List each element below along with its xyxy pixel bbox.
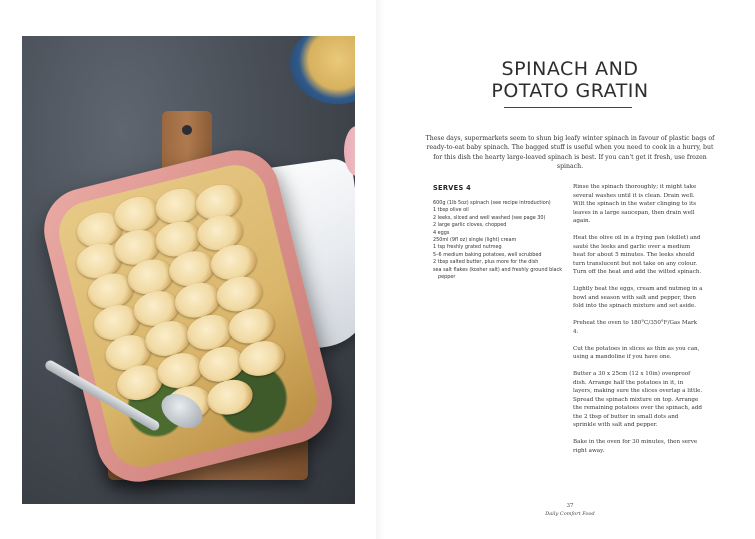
method-step: Rinse the spinach thoroughly; it might take several washes until it is clean. Drain well. Wilt the spinach in the water clinging to its leaves in a large saucepan, then drain well again. xyxy=(573,184,697,224)
serves-label: SERVES 4 xyxy=(433,184,471,192)
board-hole xyxy=(182,125,192,135)
recipe-title-line2: POTATO GRATIN xyxy=(491,80,649,102)
ingredient-item: 600g (1lb 5oz) spinach (see recipe introduction) xyxy=(433,200,551,206)
side-bowl xyxy=(290,36,355,104)
ingredient-item: 4 eggs xyxy=(433,229,450,236)
ingredient-item: 2 large garlic cloves, chopped xyxy=(433,222,507,229)
recipe-intro: These days, supermarkets seem to shun big leafy winter spinach in favour of plastic bags of ready-to-eat baby spinach. The bagged stuff is useful when you need to cook in a hurry, but for this dish the hearty large-leaved spinach is best. If you can't get it fresh, use frozen spinach. xyxy=(425,135,715,170)
ingredient-list xyxy=(433,200,563,281)
ingredient-item: 250ml (9fl oz) single (light) cream xyxy=(433,237,517,244)
gratin-photo xyxy=(22,36,355,504)
recipe-title xyxy=(470,58,670,102)
potato-slice xyxy=(203,375,256,419)
method-step: Lightly beat the eggs, cream and nutmeg in a bowl and season with salt and pepper, then fold into the spinach mixture and set aside. xyxy=(573,286,703,309)
ingredient-item: sea salt flakes (kosher salt) and freshly ground black pepper xyxy=(433,266,563,281)
page-number: 37 xyxy=(566,503,574,509)
page-footer xyxy=(520,502,620,518)
ingredient-item: 1 tbsp olive oil xyxy=(433,207,469,214)
book-section-name: Daily Comfort Food xyxy=(545,511,595,517)
method-step: Cut the potatoes in slices as thin as you can, using a mandoline if you have one. xyxy=(573,345,700,360)
ingredient-item: 1 tsp freshly grated nutmeg xyxy=(433,244,502,251)
page-gutter xyxy=(376,0,384,539)
title-divider xyxy=(504,107,632,108)
ingredient-item: 2 tbsp salted butter, plus more for the dish xyxy=(433,259,539,266)
recipe-title-line1: SPINACH AND xyxy=(501,58,639,80)
ingredient-item: 5–6 medium baking potatoes, well scrubbed xyxy=(433,251,542,258)
method-step: Butter a 30 x 25cm (12 x 10in) ovenproof dish. Arrange half the potatoes in it, in layers, making sure the slices overlap a little. Spread the spinach mixture on top. Arrange the remaining potatoes over the spinach, add the 2 tbsp of butter in small dots and sprinkle with salt and pepper. xyxy=(573,371,703,428)
ingredient-item: 2 leeks, sliced and well washed (see page 30) xyxy=(433,214,546,221)
method-steps xyxy=(573,183,703,464)
method-step: Bake in the oven for 30 minutes, then serve right away. xyxy=(573,439,698,454)
method-step: Heat the olive oil in a frying pan (skillet) and sauté the leeks and garlic over a medium heat for about 5 minutes. The leeks should turn translucent but not take on any colour. Turn off the heat and add the wilted spinach. xyxy=(573,235,702,275)
method-step: Preheat the oven to 180°C/350°F/Gas Mark 4. xyxy=(573,320,698,335)
